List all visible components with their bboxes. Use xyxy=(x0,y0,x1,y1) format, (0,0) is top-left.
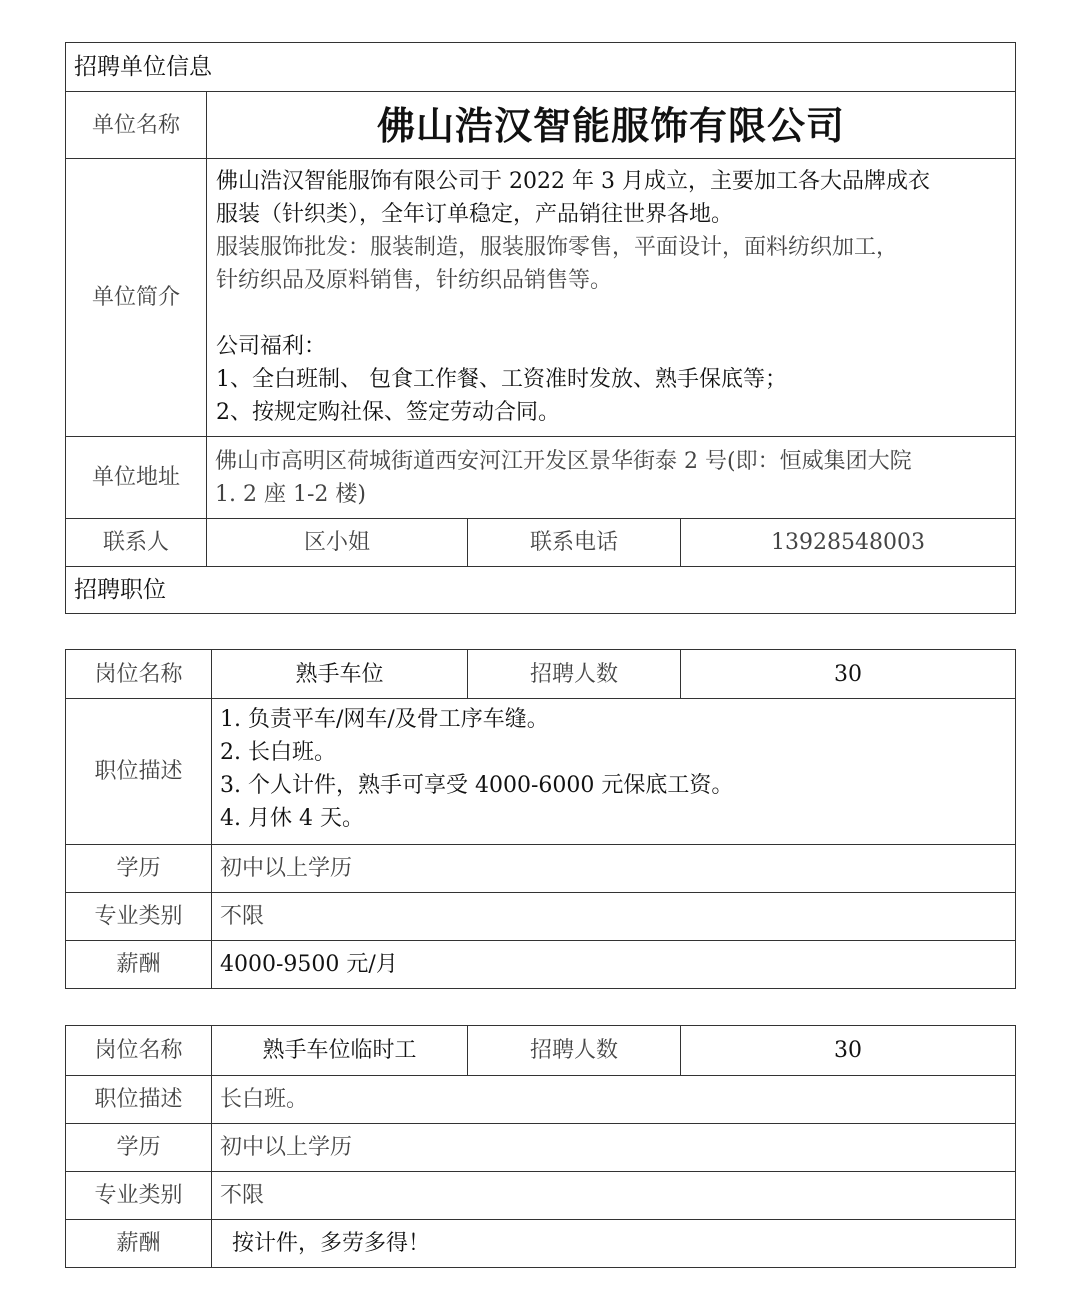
headcount-label: 招聘人数 xyxy=(468,1026,681,1076)
phone-label: 联系电话 xyxy=(468,519,681,567)
position-label: 岗位名称 xyxy=(66,1026,212,1076)
intro-line: 佛山浩汉智能服饰有限公司于 2022 年 3 月成立，主要加工各大品牌成衣 xyxy=(216,169,930,194)
positions-section-title: 招聘职位 xyxy=(66,567,1016,614)
benefit-item: 2、按规定购社保、签定劳动合同。 xyxy=(216,400,560,425)
intro-line: 服装（针织类），全年订单稳定，产品销往世界各地。 xyxy=(216,202,734,227)
intro-line: 服装服饰批发：服装制造，服装服饰零售，平面设计，面料纺织加工， xyxy=(216,235,899,260)
education-value: 初中以上学历 xyxy=(212,845,1016,893)
company-intro-label: 单位简介 xyxy=(66,159,207,437)
job-desc-line: 1. 负责平车/网车/及骨工序车缝。 xyxy=(220,707,549,732)
job-desc-label: 职位描述 xyxy=(66,1076,212,1124)
company-intro xyxy=(207,159,1016,437)
intro-line: 针纺织品及原料销售，针纺织品销售等。 xyxy=(216,268,613,293)
address-label: 单位地址 xyxy=(66,437,207,519)
major-label: 专业类别 xyxy=(66,893,212,941)
address-line: 佛山市高明区荷城街道西安河江开发区景华街泰 2 号(即：恒威集团大院 xyxy=(215,448,912,474)
company-name-label: 单位名称 xyxy=(66,92,207,159)
headcount-label: 招聘人数 xyxy=(468,650,681,699)
salary-label: 薪酬 xyxy=(66,1220,212,1268)
salary-value: 按计件，多劳多得！ xyxy=(212,1220,1016,1268)
company-name: 佛山浩汉智能服饰有限公司 xyxy=(207,92,1016,159)
address-line: 1. 2 座 1-2 楼) xyxy=(215,481,366,507)
job-desc-line: 4. 月休 4 天。 xyxy=(220,806,364,831)
major-label: 专业类别 xyxy=(66,1172,212,1220)
benefit-item: 1、全白班制、 包食工作餐、工资准时发放、熟手保底等； xyxy=(216,367,787,392)
salary-value: 4000-9500 元/月 xyxy=(212,941,1016,989)
benefits-title: 公司福利： xyxy=(216,334,327,359)
job-table-2 xyxy=(65,1025,1016,1268)
job-table-1 xyxy=(65,649,1016,989)
job-desc: 长白班。 xyxy=(212,1076,1016,1124)
job-desc-line: 3. 个人计件，熟手可享受 4000-6000 元保底工资。 xyxy=(220,773,734,798)
contact-label: 联系人 xyxy=(66,519,207,567)
major-value: 不限 xyxy=(212,1172,1016,1220)
company-info-table xyxy=(65,42,1016,614)
major-value: 不限 xyxy=(212,893,1016,941)
salary-label: 薪酬 xyxy=(66,941,212,989)
headcount-value: 30 xyxy=(681,650,1016,699)
position-name: 熟手车位 xyxy=(212,650,468,699)
position-name: 熟手车位临时工 xyxy=(212,1026,468,1076)
company-section-title: 招聘单位信息 xyxy=(66,43,1016,92)
education-label: 学历 xyxy=(66,1124,212,1172)
job-desc-label: 职位描述 xyxy=(66,699,212,845)
education-value: 初中以上学历 xyxy=(212,1124,1016,1172)
contact-name: 区小姐 xyxy=(207,519,468,567)
job-desc-line: 2. 长白班。 xyxy=(220,740,336,765)
job-desc xyxy=(212,699,1016,845)
education-label: 学历 xyxy=(66,845,212,893)
position-label: 岗位名称 xyxy=(66,650,212,699)
headcount-value: 30 xyxy=(681,1026,1016,1076)
phone-number: 13928548003 xyxy=(681,519,1016,567)
company-address xyxy=(207,437,1016,519)
